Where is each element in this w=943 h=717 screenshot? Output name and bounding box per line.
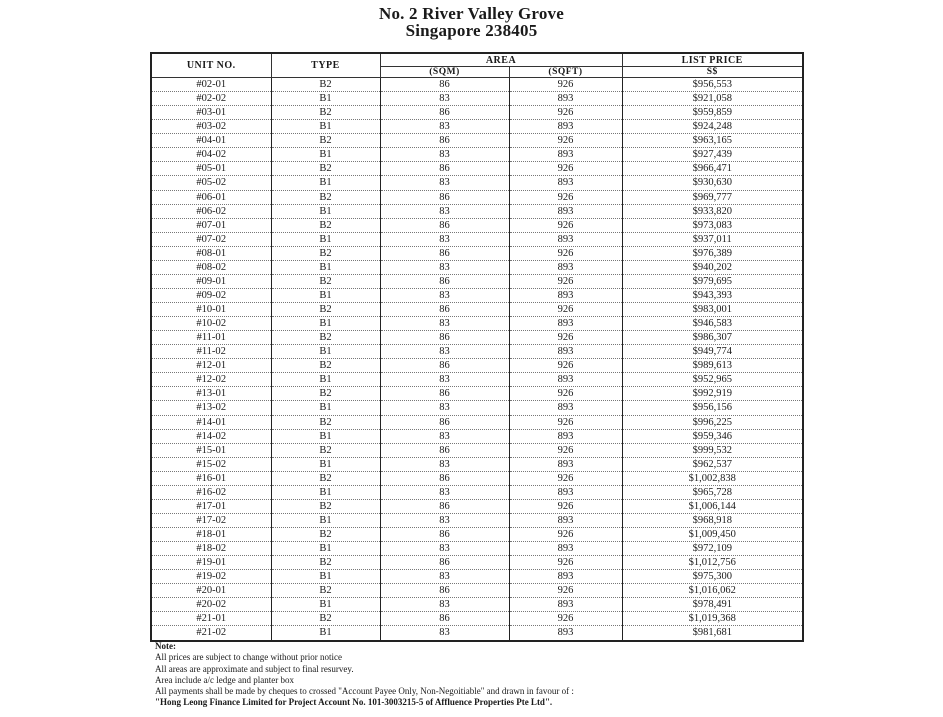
cell-sqft: 893: [509, 373, 622, 387]
cell-type: B1: [271, 429, 380, 443]
cell-type: B2: [271, 387, 380, 401]
cell-sqft: 926: [509, 106, 622, 120]
table-row: [151, 499, 803, 513]
cell-sqft: 926: [509, 443, 622, 457]
cell-sqm: 83: [380, 288, 509, 302]
cell-list-price: $992,919: [622, 387, 803, 401]
cell-list-price: $969,777: [622, 190, 803, 204]
cell-type: B1: [271, 176, 380, 190]
cell-type: B2: [271, 162, 380, 176]
table-row: [151, 92, 803, 106]
table-row: [151, 556, 803, 570]
table-row: [151, 120, 803, 134]
table-row: [151, 598, 803, 612]
cell-unit-no: #18-01: [151, 528, 271, 542]
table-row: [151, 232, 803, 246]
cell-sqft: 893: [509, 204, 622, 218]
cell-type: B1: [271, 232, 380, 246]
cell-type: B1: [271, 598, 380, 612]
cell-sqft: 893: [509, 513, 622, 527]
cell-unit-no: #19-01: [151, 556, 271, 570]
cell-list-price: $924,248: [622, 120, 803, 134]
cell-list-price: $966,471: [622, 162, 803, 176]
cell-sqft: 926: [509, 162, 622, 176]
cell-sqm: 86: [380, 415, 509, 429]
table-row: [151, 373, 803, 387]
cell-list-price: $937,011: [622, 232, 803, 246]
cell-type: B2: [271, 218, 380, 232]
header-list-price: LIST PRICE: [622, 53, 803, 67]
cell-unit-no: #03-02: [151, 120, 271, 134]
cell-unit-no: #15-02: [151, 457, 271, 471]
cell-sqm: 86: [380, 443, 509, 457]
table-row: [151, 457, 803, 471]
cell-sqm: 83: [380, 485, 509, 499]
table-row: [151, 612, 803, 626]
cell-unit-no: #17-02: [151, 513, 271, 527]
cell-list-price: $1,016,062: [622, 584, 803, 598]
cell-sqft: 926: [509, 528, 622, 542]
cell-sqft: 926: [509, 415, 622, 429]
cell-type: B1: [271, 260, 380, 274]
cell-list-price: $943,393: [622, 288, 803, 302]
cell-sqft: 893: [509, 626, 622, 641]
cell-sqft: 893: [509, 317, 622, 331]
table-row: [151, 401, 803, 415]
cell-sqm: 83: [380, 598, 509, 612]
cell-list-price: $975,300: [622, 570, 803, 584]
cell-type: B2: [271, 106, 380, 120]
cell-list-price: $1,012,756: [622, 556, 803, 570]
cell-list-price: $933,820: [622, 204, 803, 218]
cell-sqm: 86: [380, 584, 509, 598]
cell-sqft: 893: [509, 457, 622, 471]
cell-list-price: $972,109: [622, 542, 803, 556]
cell-list-price: $1,009,450: [622, 528, 803, 542]
cell-unit-no: #12-01: [151, 359, 271, 373]
cell-type: B1: [271, 401, 380, 415]
cell-sqft: 926: [509, 584, 622, 598]
cell-unit-no: #02-02: [151, 92, 271, 106]
cell-list-price: $983,001: [622, 303, 803, 317]
cell-unit-no: #06-01: [151, 190, 271, 204]
cell-sqft: 893: [509, 598, 622, 612]
cell-sqft: 893: [509, 120, 622, 134]
cell-sqm: 83: [380, 148, 509, 162]
cell-sqm: 83: [380, 317, 509, 331]
table-row: [151, 471, 803, 485]
table-row: [151, 162, 803, 176]
cell-type: B2: [271, 246, 380, 260]
cell-type: B2: [271, 612, 380, 626]
table-row: [151, 429, 803, 443]
cell-sqft: 893: [509, 429, 622, 443]
cell-type: B1: [271, 288, 380, 302]
table-row: [151, 513, 803, 527]
cell-type: B1: [271, 204, 380, 218]
table-row: [151, 570, 803, 584]
cell-unit-no: #06-02: [151, 204, 271, 218]
table-row: [151, 542, 803, 556]
cell-sqft: 893: [509, 92, 622, 106]
cell-sqm: 86: [380, 162, 509, 176]
cell-list-price: $1,002,838: [622, 471, 803, 485]
cell-sqm: 83: [380, 176, 509, 190]
cell-type: B2: [271, 303, 380, 317]
notes-heading: Note:: [155, 641, 176, 651]
header-sqm: (SQM): [380, 67, 509, 78]
cell-unit-no: #10-02: [151, 317, 271, 331]
cell-sqm: 86: [380, 359, 509, 373]
cell-unit-no: #16-01: [151, 471, 271, 485]
cell-sqft: 926: [509, 190, 622, 204]
cell-sqft: 893: [509, 570, 622, 584]
cell-sqft: 893: [509, 485, 622, 499]
cell-list-price: $989,613: [622, 359, 803, 373]
table-row: [151, 274, 803, 288]
cell-sqm: 83: [380, 232, 509, 246]
cell-sqm: 86: [380, 246, 509, 260]
cell-list-price: $976,389: [622, 246, 803, 260]
cell-list-price: $959,346: [622, 429, 803, 443]
cell-unit-no: #20-02: [151, 598, 271, 612]
cell-sqm: 86: [380, 190, 509, 204]
cell-sqft: 893: [509, 401, 622, 415]
header-unit-no: UNIT NO.: [151, 53, 271, 78]
cell-unit-no: #04-02: [151, 148, 271, 162]
cell-list-price: $952,965: [622, 373, 803, 387]
cell-list-price: $930,630: [622, 176, 803, 190]
cell-sqft: 893: [509, 148, 622, 162]
cell-sqft: 893: [509, 345, 622, 359]
cell-type: B2: [271, 415, 380, 429]
note-line: All payments shall be made by cheques to crossed "Account Payee Only, Non-Negoitiable" and drawn in favour of :: [155, 686, 574, 697]
table-row: [151, 387, 803, 401]
cell-sqm: 83: [380, 626, 509, 641]
cell-unit-no: #12-02: [151, 373, 271, 387]
cell-sqft: 893: [509, 232, 622, 246]
cell-list-price: $946,583: [622, 317, 803, 331]
cell-unit-no: #07-01: [151, 218, 271, 232]
table-row: [151, 106, 803, 120]
cell-list-price: $965,728: [622, 485, 803, 499]
cell-sqm: 83: [380, 513, 509, 527]
cell-sqm: 83: [380, 373, 509, 387]
cell-sqft: 926: [509, 303, 622, 317]
table-row: [151, 288, 803, 302]
cell-unit-no: #05-01: [151, 162, 271, 176]
cell-sqft: 893: [509, 542, 622, 556]
cell-unit-no: #03-01: [151, 106, 271, 120]
cell-unit-no: #10-01: [151, 303, 271, 317]
cell-sqft: 926: [509, 274, 622, 288]
cell-unit-no: #07-02: [151, 232, 271, 246]
cell-sqm: 83: [380, 345, 509, 359]
cell-type: B1: [271, 485, 380, 499]
table-row: [151, 626, 803, 641]
cell-type: B2: [271, 190, 380, 204]
page-subtitle: Singapore 238405: [405, 21, 538, 40]
cell-list-price: $927,439: [622, 148, 803, 162]
cell-sqft: 926: [509, 218, 622, 232]
cell-unit-no: #15-01: [151, 443, 271, 457]
cell-sqm: 83: [380, 204, 509, 218]
cell-sqm: 83: [380, 260, 509, 274]
cell-list-price: $956,156: [622, 401, 803, 415]
cell-sqm: 83: [380, 92, 509, 106]
table-row: [151, 204, 803, 218]
cell-type: B1: [271, 148, 380, 162]
cell-sqm: 86: [380, 274, 509, 288]
page-title: No. 2 River Valley Grove: [378, 4, 565, 23]
cell-unit-no: #11-01: [151, 331, 271, 345]
cell-unit-no: #02-01: [151, 78, 271, 92]
cell-unit-no: #17-01: [151, 499, 271, 513]
note-line: All areas are approximate and subject to final resurvey.: [155, 663, 354, 674]
cell-type: B2: [271, 331, 380, 345]
cell-list-price: $973,083: [622, 218, 803, 232]
cell-unit-no: #05-02: [151, 176, 271, 190]
table-row: [151, 359, 803, 373]
cell-sqft: 893: [509, 260, 622, 274]
table-row: [151, 190, 803, 204]
cell-sqm: 86: [380, 218, 509, 232]
cell-sqft: 926: [509, 359, 622, 373]
cell-type: B2: [271, 78, 380, 92]
cell-unit-no: #11-02: [151, 345, 271, 359]
cell-unit-no: #21-01: [151, 612, 271, 626]
cell-unit-no: #14-02: [151, 429, 271, 443]
cell-unit-no: #13-01: [151, 387, 271, 401]
cell-type: B2: [271, 499, 380, 513]
cell-unit-no: #20-01: [151, 584, 271, 598]
cell-type: B2: [271, 584, 380, 598]
cell-list-price: $968,918: [622, 513, 803, 527]
cell-unit-no: #09-02: [151, 288, 271, 302]
table-row: [151, 443, 803, 457]
table-row: [151, 260, 803, 274]
cell-sqft: 926: [509, 471, 622, 485]
cell-sqft: 926: [509, 246, 622, 260]
cell-sqm: 86: [380, 106, 509, 120]
cell-type: B1: [271, 457, 380, 471]
note-line: Area include a/c ledge and planter box: [155, 674, 294, 685]
cell-unit-no: #04-01: [151, 134, 271, 148]
cell-sqft: 926: [509, 331, 622, 345]
header-sqft: (SQFT): [509, 67, 622, 78]
cell-list-price: $1,019,368: [622, 612, 803, 626]
table-row: [151, 584, 803, 598]
cell-sqm: 86: [380, 471, 509, 485]
cell-sqm: 86: [380, 331, 509, 345]
cell-type: B2: [271, 274, 380, 288]
cell-sqft: 926: [509, 387, 622, 401]
header-type: TYPE: [271, 53, 380, 78]
cell-type: B2: [271, 134, 380, 148]
cell-type: B1: [271, 92, 380, 106]
cell-unit-no: #18-02: [151, 542, 271, 556]
table-row: [151, 317, 803, 331]
cell-type: B2: [271, 528, 380, 542]
cell-list-price: $959,859: [622, 106, 803, 120]
cell-unit-no: #08-02: [151, 260, 271, 274]
price-list-table: [150, 52, 804, 642]
table-row: [151, 331, 803, 345]
cell-sqm: 83: [380, 401, 509, 415]
cell-unit-no: #21-02: [151, 626, 271, 641]
cell-sqm: 83: [380, 120, 509, 134]
cell-sqm: 86: [380, 387, 509, 401]
cell-sqm: 86: [380, 556, 509, 570]
note-line-payee: "Hong Leong Finance Limited for Project Account No. 101-3003215-5 of Affluence Properties Pte Ltd".: [155, 697, 553, 708]
table-row: [151, 345, 803, 359]
cell-sqft: 893: [509, 288, 622, 302]
cell-list-price: $940,202: [622, 260, 803, 274]
cell-type: B1: [271, 345, 380, 359]
cell-type: B1: [271, 373, 380, 387]
table-body: [151, 78, 803, 641]
cell-type: B1: [271, 513, 380, 527]
cell-sqft: 926: [509, 612, 622, 626]
cell-type: B1: [271, 120, 380, 134]
cell-unit-no: #16-02: [151, 485, 271, 499]
cell-sqm: 83: [380, 570, 509, 584]
note-line: All prices are subject to change without prior notice: [155, 652, 342, 663]
table-row: [151, 485, 803, 499]
cell-sqft: 926: [509, 78, 622, 92]
header-currency: S$: [622, 67, 803, 78]
cell-unit-no: #14-01: [151, 415, 271, 429]
cell-list-price: $979,695: [622, 274, 803, 288]
cell-unit-no: #19-02: [151, 570, 271, 584]
cell-type: B1: [271, 626, 380, 641]
cell-type: B2: [271, 556, 380, 570]
cell-list-price: $956,553: [622, 78, 803, 92]
table-row: [151, 218, 803, 232]
table-row: [151, 415, 803, 429]
cell-list-price: $949,774: [622, 345, 803, 359]
cell-sqm: 86: [380, 134, 509, 148]
cell-sqm: 86: [380, 499, 509, 513]
cell-unit-no: #13-02: [151, 401, 271, 415]
table-row: [151, 176, 803, 190]
cell-unit-no: #09-01: [151, 274, 271, 288]
cell-sqft: 893: [509, 176, 622, 190]
cell-list-price: $963,165: [622, 134, 803, 148]
cell-list-price: $981,681: [622, 626, 803, 641]
cell-list-price: $996,225: [622, 415, 803, 429]
cell-sqft: 926: [509, 556, 622, 570]
cell-sqm: 83: [380, 457, 509, 471]
cell-sqm: 86: [380, 528, 509, 542]
cell-type: B1: [271, 317, 380, 331]
cell-sqm: 83: [380, 542, 509, 556]
cell-sqm: 83: [380, 429, 509, 443]
cell-type: B1: [271, 570, 380, 584]
table-row: [151, 303, 803, 317]
cell-sqft: 926: [509, 499, 622, 513]
cell-sqm: 86: [380, 303, 509, 317]
cell-sqft: 926: [509, 134, 622, 148]
table-row: [151, 148, 803, 162]
table-row: [151, 134, 803, 148]
cell-type: B1: [271, 542, 380, 556]
cell-type: B2: [271, 471, 380, 485]
cell-type: B2: [271, 359, 380, 373]
cell-sqm: 86: [380, 78, 509, 92]
cell-list-price: $962,537: [622, 457, 803, 471]
cell-list-price: $921,058: [622, 92, 803, 106]
table-row: [151, 528, 803, 542]
notes-section: [155, 641, 574, 709]
cell-type: B2: [271, 443, 380, 457]
cell-list-price: $986,307: [622, 331, 803, 345]
cell-sqm: 86: [380, 612, 509, 626]
cell-list-price: $978,491: [622, 598, 803, 612]
cell-list-price: $1,006,144: [622, 499, 803, 513]
cell-list-price: $999,532: [622, 443, 803, 457]
table-row: [151, 246, 803, 260]
table-row: [151, 78, 803, 92]
cell-unit-no: #08-01: [151, 246, 271, 260]
header-area: AREA: [380, 53, 622, 67]
